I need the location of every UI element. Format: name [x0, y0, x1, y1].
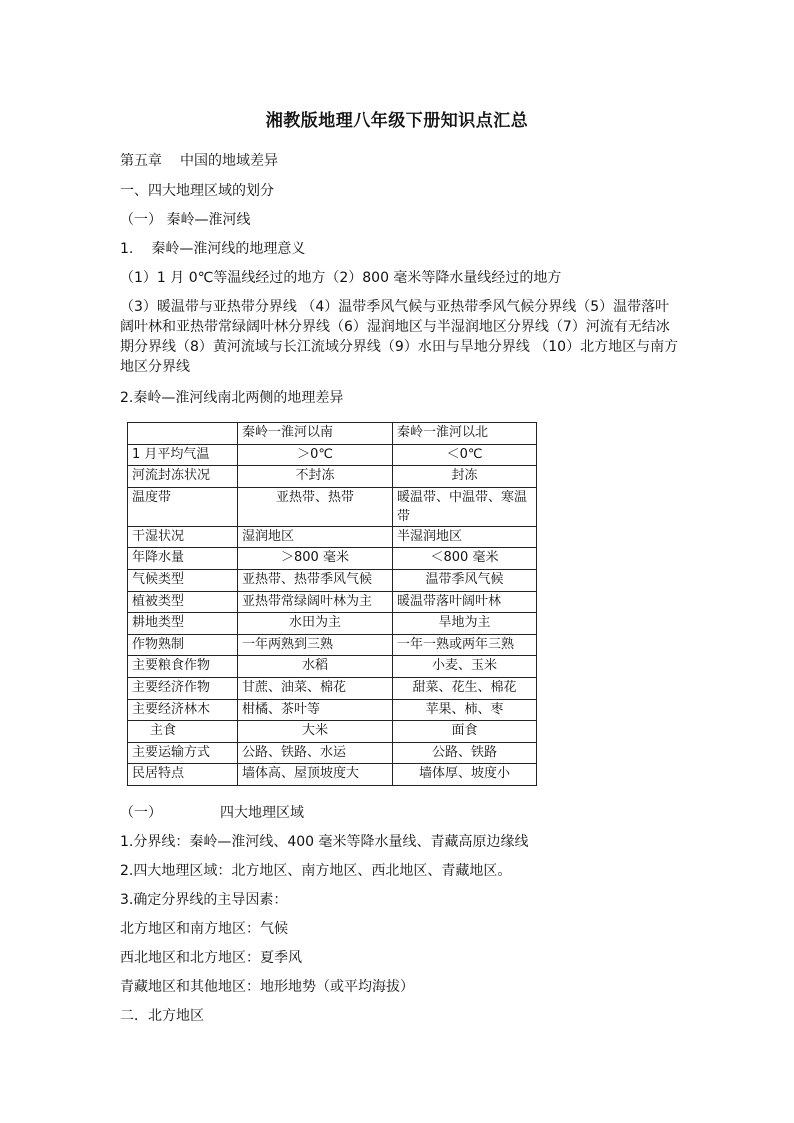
chapter-number: 第五章	[120, 153, 162, 169]
table-cell: 民居特点	[128, 764, 238, 786]
table-cell: 气候类型	[128, 569, 238, 591]
table-header-cell	[128, 423, 238, 445]
point-3: 3.确定分界线的主导因素：	[120, 892, 288, 908]
table-cell: 水稻	[238, 656, 393, 678]
subsection-number: （一）	[120, 805, 162, 821]
table-cell: ＜800 毫米	[393, 548, 537, 570]
table-header-cell: 秦岭一淮河以南	[238, 423, 393, 445]
table-cell: ＜0℃	[393, 444, 537, 466]
chapter-heading	[120, 151, 278, 171]
table-cell: 亚热带常绿阔叶林为主	[238, 591, 393, 613]
table-row	[128, 699, 537, 721]
table-cell: 作物熟制	[128, 634, 238, 656]
table-cell: 大米	[238, 721, 393, 743]
table-cell: 干湿状况	[128, 526, 238, 548]
table-cell: 一年一熟或两年三熟	[393, 634, 537, 656]
table-cell: 暖温带、中温带、寒温带	[393, 487, 537, 526]
table-cell: 温度带	[128, 487, 238, 526]
table-row	[128, 764, 537, 786]
table-cell: 不封冻	[238, 466, 393, 488]
table-cell: 温带季风气候	[393, 569, 537, 591]
table-cell: 公路、铁路、水运	[238, 742, 393, 764]
table-cell: 半湿润地区	[393, 526, 537, 548]
table-cell: 主要经济作物	[128, 677, 238, 699]
table-cell: 主要经济林木	[128, 699, 238, 721]
table-header-row	[128, 423, 537, 445]
table-cell: ＞800 毫米	[238, 548, 393, 570]
table-cell: 苹果、柿、枣	[393, 699, 537, 721]
table-cell: 一年两熟到三熟	[238, 634, 393, 656]
table-cell: 河流封冻状况	[128, 466, 238, 488]
item-heading-1	[120, 239, 305, 259]
table-row	[128, 656, 537, 678]
table-cell: 年降水量	[128, 548, 238, 570]
item-text: 秦岭—淮河线的地理意义	[151, 241, 306, 257]
table-row	[128, 569, 537, 591]
table-row	[128, 634, 537, 656]
item-heading-2: 2.秦岭—淮河线南北两侧的地理差异	[120, 390, 344, 406]
factor-3: 青藏地区和其他地区：地形地势（或平均海拔）	[120, 979, 414, 995]
point-1: 1.分界线：秦岭—淮河线、400 毫米等降水量线、青藏高原边缘线	[120, 834, 529, 850]
table-header-cell: 秦岭一淮河以北	[393, 423, 537, 445]
table-cell: 墙体高、屋顶坡度大	[238, 764, 393, 786]
table-cell: 小麦、玉米	[393, 656, 537, 678]
table-cell: ＞0℃	[238, 444, 393, 466]
table-row	[128, 444, 537, 466]
table-cell: 耕地类型	[128, 613, 238, 635]
table-cell: 水田为主	[238, 613, 393, 635]
table-cell: 面食	[393, 721, 537, 743]
table-row	[128, 526, 537, 548]
table-row	[128, 591, 537, 613]
table-row	[128, 677, 537, 699]
table-cell: 甘蔗、油菜、棉花	[238, 677, 393, 699]
table-cell: 植被类型	[128, 591, 238, 613]
table-cell: 旱地为主	[393, 613, 537, 635]
table-row	[128, 548, 537, 570]
table-cell: 亚热带、热带季风气候	[238, 569, 393, 591]
document-title: 湘教版地理八年级下册知识点汇总	[265, 111, 529, 131]
subsection-heading-1: （一） 秦岭—淮河线	[120, 212, 251, 228]
factor-2: 西北地区和北方地区：夏季风	[120, 950, 302, 966]
table-cell: 亚热带、热带	[238, 487, 393, 526]
section-heading-2: 二．北方地区	[120, 1008, 204, 1024]
table-cell: 柑橘、茶叶等	[238, 699, 393, 721]
table-row	[128, 721, 537, 743]
table-cell: 暖温带落叶阔叶林	[393, 591, 537, 613]
subsection-heading-2	[120, 803, 304, 823]
subsection-text: 四大地理区域	[220, 805, 304, 821]
north-south-difference-table	[127, 422, 537, 786]
table-row	[128, 487, 537, 526]
chapter-name: 中国的地域差异	[180, 153, 278, 169]
point-2: 2.四大地理区域：北方地区、南方地区、西北地区、青藏地区。	[120, 863, 512, 879]
meaning-paragraph: （3）暖温带与亚热带分界线 （4）温带季风气候与亚热带季风气候分界线（5）温带落叶阔叶林和亚热带常绿阔叶林分界线（6）湿润地区与半湿润地区分界线（7）河流有无结冰期分界线（8）黄河流域与长江流域分界线（9）水田与旱地分界线 （10）北方地区与南方地区分界线	[120, 299, 679, 375]
table-cell: 湿润地区	[238, 526, 393, 548]
meaning-line-1: （1）1 月 0℃等温线经过的地方（2）800 毫米等降水量线经过的地方	[120, 270, 562, 286]
table-row	[128, 613, 537, 635]
table-cell: 主食	[128, 721, 238, 743]
table-cell: 主要运输方式	[128, 742, 238, 764]
item-number: 1.	[120, 241, 134, 257]
table-cell: 1 月平均气温	[128, 444, 238, 466]
table-cell: 甜菜、花生、棉花	[393, 677, 537, 699]
table-row	[128, 466, 537, 488]
table-cell: 墙体厚、坡度小	[393, 764, 537, 786]
table-cell: 封冻	[393, 466, 537, 488]
table-cell: 主要粮食作物	[128, 656, 238, 678]
section-heading-1: 一、四大地理区域的划分	[120, 183, 274, 199]
factor-1: 北方地区和南方地区：气候	[120, 921, 288, 937]
table-cell: 公路、铁路	[393, 742, 537, 764]
table-row	[128, 742, 537, 764]
